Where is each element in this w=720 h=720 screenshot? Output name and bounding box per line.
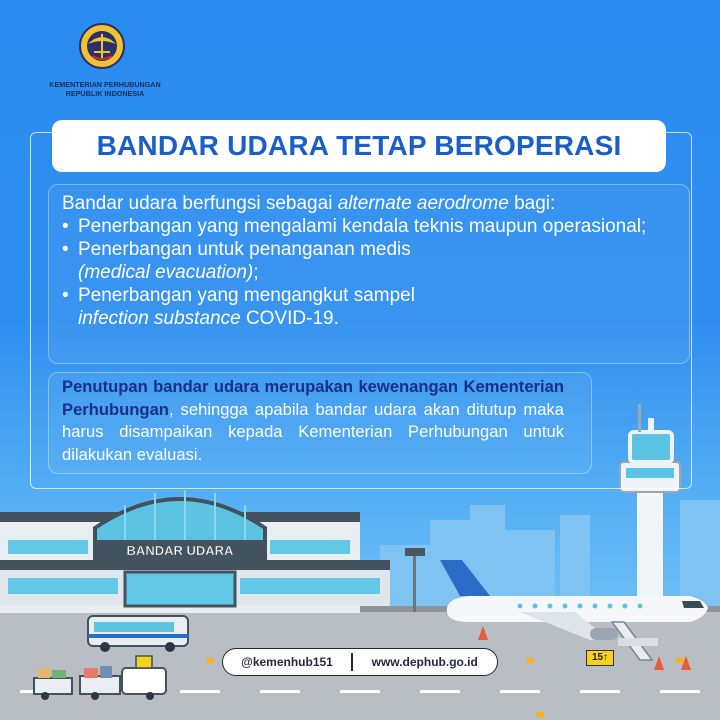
website-link[interactable]: www.dephub.go.id — [371, 655, 478, 669]
social-handle[interactable]: @kemenhub151 — [241, 655, 333, 669]
intro-text: Bandar udara berfungsi sebagai alternate aerodrome bagi: — [62, 193, 556, 214]
contact-pill — [222, 648, 498, 676]
ministry-name-line2: REPUBLIK INDONESIA — [65, 89, 145, 98]
bullet-item: • Penerbangan untuk penanganan medis (medical evacuation); — [62, 239, 411, 283]
closure-authority-text: Penutupan bandar udara merupakan kewenangan Kementerian Perhubungan, sehingga apabila bandar udara akan ditutup maka harus disampaikan kepada Kementerian Perhubungan untuk dilakukan evaluasi. — [62, 377, 564, 464]
bullet-item: • Penerbangan yang mengalami kendala teknis maupun operasional; — [62, 216, 647, 237]
bullet-item: • Penerbangan yang mengangkut sampel infection substance COVID-19. — [62, 285, 415, 329]
terminal-sign: BANDAR UDARA — [126, 543, 234, 558]
closure-authority-emphasis: Penutupan bandar udara merupakan kewenangan Kementerian Perhubungan — [62, 377, 564, 419]
gate-sign: 15↑ — [586, 650, 614, 666]
page-title: BANDAR UDARA TETAP BEROPERASI — [96, 130, 622, 161]
ministry-name-line1: KEMENTERIAN PERHUBUNGAN — [49, 80, 161, 89]
